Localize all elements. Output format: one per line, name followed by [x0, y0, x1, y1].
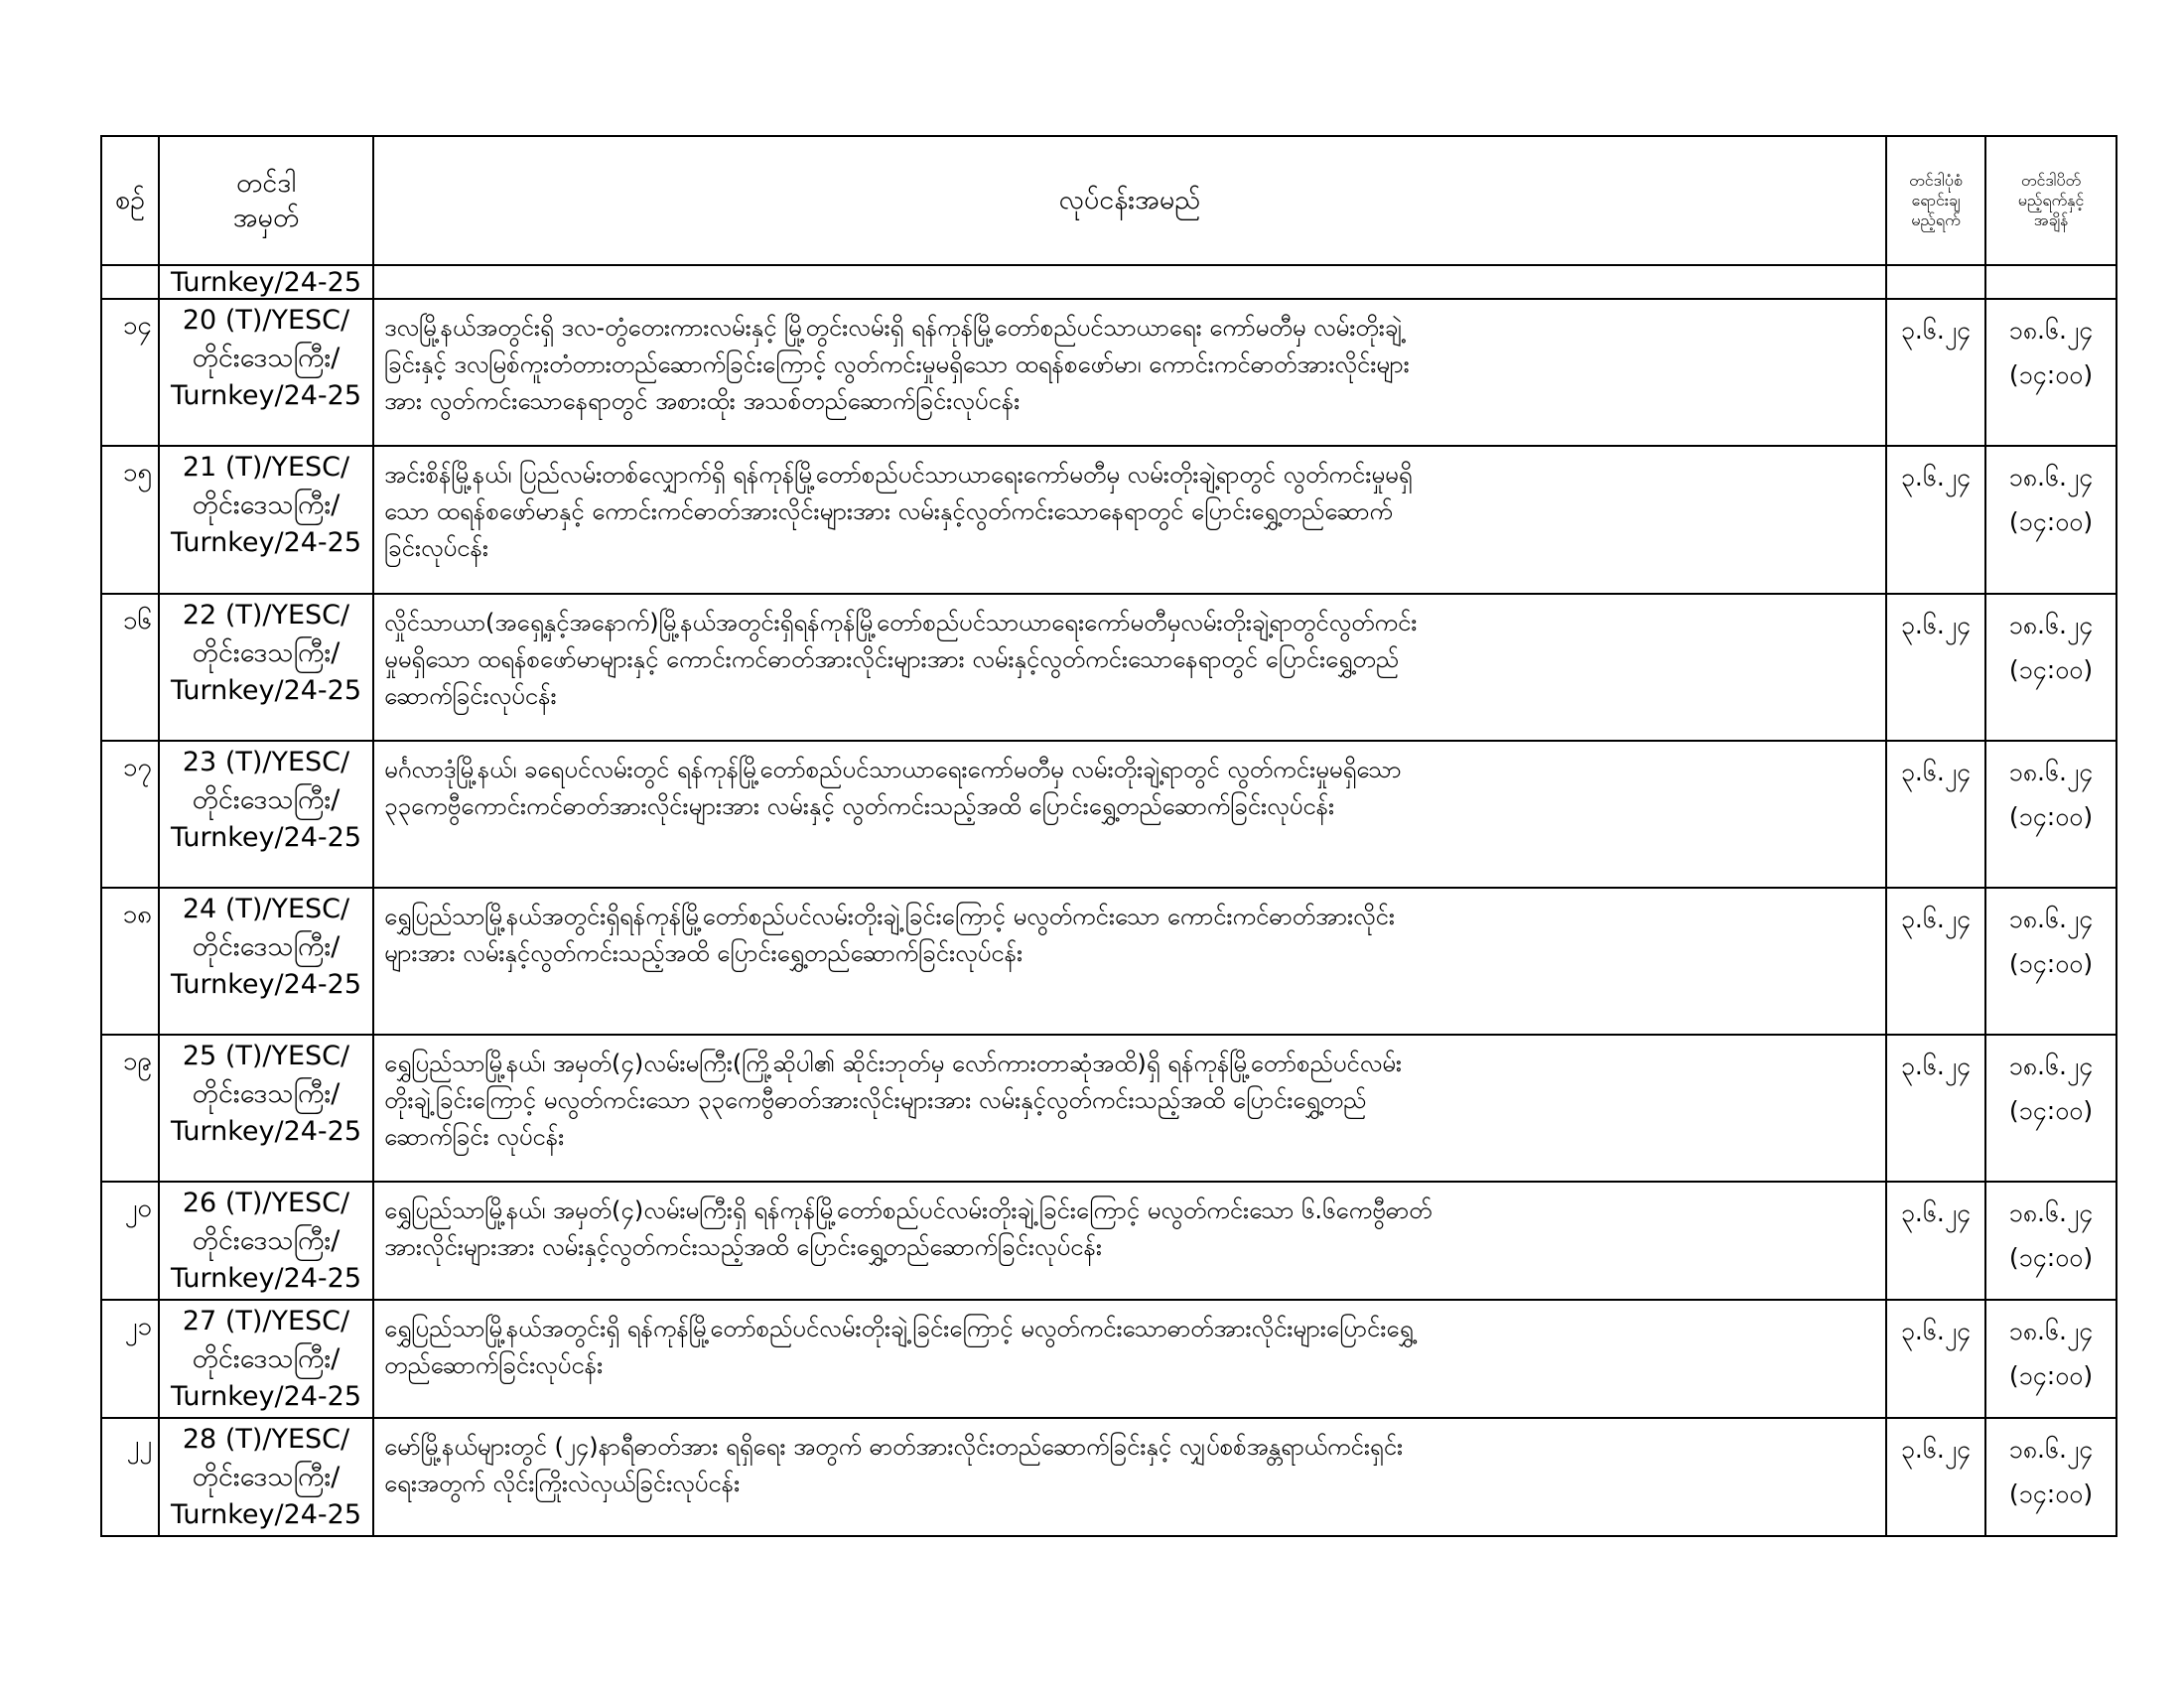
work-name-line: တိုးချဲ့ခြင်းကြောင့် မလွတ်ကင်းသော ၃၃ကေဗွီဓာတ်အားလိုင်းများအား လမ်းနှင့်လွတ်ကင်းသည့်အထိ ပြောင်းရွှေ့တည်: [384, 1085, 1367, 1114]
tender-number-line: Turnkey/24-25: [170, 1263, 362, 1295]
close-time: (၁၄:၀၀): [2008, 1478, 2094, 1508]
tender-number-line: တိုင်းဒေသကြီး/: [192, 784, 341, 816]
tender-number-line: Turnkey/24-25: [170, 822, 362, 854]
table-row: [101, 1035, 2116, 1182]
tender-number-line: 25 (T)/YESC/: [182, 1040, 350, 1071]
row-number: ၁၅: [101, 446, 159, 594]
tender-number-line: Turnkey/24-25: [170, 1116, 362, 1148]
work-name-line: ဆောက်ခြင်း လုပ်ငန်း: [384, 1123, 565, 1152]
close-date: ၁၈.၆.၂၄: [2008, 1434, 2094, 1464]
continuation-work: [373, 265, 1886, 299]
continuation-sale: [1886, 265, 1985, 299]
work-name-line: ရွှေပြည်သာမြို့နယ်၊ အမှတ်(၄)လမ်းမကြီးရှိ ရန်ကုန်မြို့တော်စည်ပင်လမ်းတိုးချဲ့ခြင်းကြောင့် မလွတ်ကင်းသော ၆.၆ကေဗွီဓာတ်: [384, 1196, 1433, 1224]
header-tender-line: အမှတ်: [232, 203, 300, 233]
table-row: [101, 1418, 2116, 1536]
continuation-row: [101, 265, 2116, 299]
row-number: ၁၄: [101, 299, 159, 446]
close-date-time: [1985, 446, 2116, 594]
tender-number-line: 23 (T)/YESC/: [182, 746, 350, 777]
work-name-line: ၃၃ကေဗွီကောင်းကင်ဓာတ်အားလိုင်းများအား လမ်းနှင့် လွတ်ကင်းသည့်အထိ ပြောင်းရွှေ့တည်ဆောက်ခြင်းလုပ်ငန်း: [384, 791, 1335, 820]
work-name: [373, 1300, 1886, 1418]
sale-date: ၃.၆.၂၄: [1886, 299, 1985, 446]
close-date-time: [1985, 594, 2116, 741]
continuation-tender: Turnkey/24-25: [159, 265, 373, 299]
work-name-line: ရွှေပြည်သာမြို့နယ်အတွင်းရှိ ရန်ကုန်မြို့တော်စည်ပင်လမ်းတိုးချဲ့ခြင်းကြောင့် မလွတ်ကင်းသောဓာတ်အားလိုင်းများပြောင်းရွှေ့: [384, 1314, 1414, 1342]
tender-number: [159, 888, 373, 1035]
sale-date: ၃.၆.၂၄: [1886, 446, 1985, 594]
row-number: ၁၇: [101, 741, 159, 888]
sale-date: ၃.၆.၂၄: [1886, 594, 1985, 741]
header-sale-line: မည့်ရက်: [1911, 211, 1961, 229]
tender-number-line: Turnkey/24-25: [170, 1499, 362, 1531]
header-close-line: မည့်ရက်နှင့်: [2017, 191, 2085, 210]
sale-date: ၃.၆.၂၄: [1886, 1035, 1985, 1182]
tender-number-line: 26 (T)/YESC/: [182, 1187, 350, 1218]
close-time: (၁၄:၀၀): [2008, 801, 2094, 831]
tender-number: [159, 1182, 373, 1300]
work-name: [373, 594, 1886, 741]
sale-date: ၃.၆.၂၄: [1886, 1418, 1985, 1536]
header-close-line: တင်ဒါပိတ်: [2020, 171, 2082, 190]
tender-number-line: 28 (T)/YESC/: [182, 1423, 350, 1455]
work-name-line: ရေးအတွက် လိုင်းကြိုးလဲလှယ်ခြင်းလုပ်ငန်း: [384, 1469, 741, 1497]
close-date: ၁၈.၆.၂၄: [2008, 904, 2094, 933]
close-time: (၁၄:၀၀): [2008, 1095, 2094, 1125]
work-name-line: မှုမရှိသော ထရန်စဖော်မာများနှင့် ကောင်းကင်ဓာတ်အားလိုင်းများအား လမ်းနှင့်လွတ်ကင်းသောနေရာတွင် ပြောင်းရွှေ့တည်: [384, 644, 1399, 673]
tender-number-line: တိုင်းဒေသကြီး/: [192, 490, 341, 521]
tender-number-line: Turnkey/24-25: [170, 380, 362, 412]
header-close-date: [1985, 136, 2116, 265]
tender-number-line: တိုင်းဒေသကြီး/: [192, 1461, 341, 1492]
work-name-line: အား လွတ်ကင်းသောနေရာတွင် အစားထိုး အသစ်တည်ဆောက်ခြင်းလုပ်ငန်း: [384, 387, 1021, 416]
row-number: ၂၀: [101, 1182, 159, 1300]
tender-number-line: 22 (T)/YESC/: [182, 599, 350, 631]
close-time: (၁၄:၀၀): [2008, 506, 2094, 536]
header-sale-date: [1886, 136, 1985, 265]
work-name-line: များအား လမ်းနှင့်လွတ်ကင်းသည့်အထိ ပြောင်းရွှေ့တည်ဆောက်ခြင်းလုပ်ငန်း: [384, 938, 1024, 967]
work-name-line: ရွှေပြည်သာမြို့နယ်၊ အမှတ်(၄)လမ်းမကြီး(ကြို့ဆိုပါ၏ ဆိုင်းဘုတ်မှ လော်ကားတာဆုံအထိ)ရှိ ရန်ကုန်မြို့တော်စည်ပင်လမ်း: [384, 1049, 1402, 1077]
tender-number: [159, 594, 373, 741]
close-date-time: [1985, 1035, 2116, 1182]
close-date: ၁၈.၆.၂၄: [2008, 462, 2094, 492]
tender-number-line: Turnkey/24-25: [170, 527, 362, 559]
row-number: ၁၈: [101, 888, 159, 1035]
header-close-line: အချိန်: [2033, 211, 2069, 229]
table-row: [101, 888, 2116, 1035]
work-name-line: ရွှေပြည်သာမြို့နယ်အတွင်းရှိရန်ကုန်မြို့တော်စည်ပင်လမ်းတိုးချဲ့ခြင်းကြောင့် မလွတ်ကင်းသော ကောင်းကင်ဓာတ်အားလိုင်း: [384, 902, 1395, 930]
close-date-time: [1985, 1418, 2116, 1536]
header-tender-no: [159, 136, 373, 265]
work-name: [373, 1182, 1886, 1300]
table-row: [101, 1300, 2116, 1418]
work-name-line: ဆောက်ခြင်းလုပ်ငန်း: [384, 682, 557, 711]
work-name: [373, 1418, 1886, 1536]
row-number: ၂၂: [101, 1418, 159, 1536]
tender-number: [159, 446, 373, 594]
work-name: [373, 741, 1886, 888]
row-number: ၁၉: [101, 1035, 159, 1182]
sale-date: ၃.၆.၂၄: [1886, 741, 1985, 888]
table-row: [101, 446, 2116, 594]
table-row: [101, 594, 2116, 741]
close-date: ၁၈.၆.၂၄: [2008, 1051, 2094, 1080]
close-date: ၁၈.၆.၂၄: [2008, 1197, 2094, 1227]
tender-number: [159, 741, 373, 888]
tender-number-line: Turnkey/24-25: [170, 675, 362, 707]
continuation-no: [101, 265, 159, 299]
header-work-name: လုပ်ငန်းအမည်: [373, 136, 1886, 265]
tender-number-line: 24 (T)/YESC/: [182, 893, 350, 924]
tender-number-line: တိုင်းဒေသကြီး/: [192, 931, 341, 963]
close-date: ၁၈.၆.၂၄: [2008, 610, 2094, 639]
table-row: [101, 741, 2116, 888]
close-time: (၁၄:၀၀): [2008, 948, 2094, 978]
work-name-line: အားလိုင်းများအား လမ်းနှင့်လွတ်ကင်းသည့်အထိ ပြောင်းရွှေ့တည်ဆောက်ခြင်းလုပ်ငန်း: [384, 1232, 1102, 1261]
close-date-time: [1985, 741, 2116, 888]
tender-number-line: တိုင်းဒေသကြီး/: [192, 1343, 341, 1374]
work-name: [373, 888, 1886, 1035]
tender-number-line: တိုင်းဒေသကြီး/: [192, 343, 341, 374]
work-name-line: တည်ဆောက်ခြင်းလုပ်ငန်း: [384, 1350, 604, 1379]
tender-number: [159, 1418, 373, 1536]
work-name: [373, 299, 1886, 446]
work-name-line: သော ထရန်စဖော်မာနှင့် ကောင်းကင်ဓာတ်အားလိုင်းများအား လမ်းနှင့်လွတ်ကင်းသောနေရာတွင် ပြောင်းရွှေ့တည်ဆောက်: [384, 496, 1393, 525]
tender-number: [159, 1035, 373, 1182]
tender-number-line: Turnkey/24-25: [170, 969, 362, 1001]
tender-number: [159, 299, 373, 446]
tender-number: [159, 1300, 373, 1418]
work-name-line: ခြင်းလုပ်ငန်း: [384, 534, 488, 563]
sale-date: ၃.၆.၂၄: [1886, 1182, 1985, 1300]
close-date: ၁၈.၆.၂၄: [2008, 1316, 2094, 1345]
sale-date: ၃.၆.၂၄: [1886, 1300, 1985, 1418]
table-row: [101, 299, 2116, 446]
work-name-line: အင်းစိန်မြို့နယ်၊ ပြည်လမ်းတစ်လျှောက်ရှိ ရန်ကုန်မြို့တော်စည်ပင်သာယာရေးကော်မတီမှ လမ်းတိုးချဲ့ရာတွင် လွတ်ကင်းမှုမရှိ: [384, 460, 1413, 489]
table-row: [101, 1182, 2116, 1300]
tender-number-line: တိုင်းဒေသကြီး/: [192, 637, 341, 669]
tender-number-line: တိုင်းဒေသကြီး/: [192, 1225, 341, 1257]
close-date-time: [1985, 299, 2116, 446]
close-date-time: [1985, 1182, 2116, 1300]
close-date-time: [1985, 888, 2116, 1035]
close-time: (၁၄:၀၀): [2008, 1242, 2094, 1272]
work-name-line: မင်္ဂလာဒုံမြို့နယ်၊ ခရေပင်လမ်းတွင် ရန်ကုန်မြို့တော်စည်ပင်သာယာရေးကော်မတီမှ လမ်းတိုးချဲ့ရာတွင် လွတ်ကင်းမှုမရှိသော: [384, 755, 1402, 783]
close-time: (၁၄:၀၀): [2008, 359, 2094, 389]
close-date-time: [1985, 1300, 2116, 1418]
continuation-close: [1985, 265, 2116, 299]
header-sale-line: တင်ဒါပုံစံ: [1909, 171, 1963, 190]
sale-date: ၃.၆.၂၄: [1886, 888, 1985, 1035]
tender-number-line: တိုင်းဒေသကြီး/: [192, 1078, 341, 1110]
tender-number-line: 27 (T)/YESC/: [182, 1305, 350, 1336]
header-no: စဉ်: [101, 136, 159, 265]
work-name-line: ဒလမြို့နယ်အတွင်းရှိ ဒလ-တွံတေးကားလမ်းနှင့် မြို့တွင်းလမ်းရှိ ရန်ကုန်မြို့တော်စည်ပင်သာယာရေး ကော်မတီမှ လမ်းတိုးချဲ့: [384, 313, 1403, 342]
work-name-line: မော်မြို့နယ်များတွင် (၂၄)နာရီဓာတ်အား ရရှိရေး အတွက် ဓာတ်အားလိုင်းတည်ဆောက်ခြင်းနှင့် လျှပ်စစ်အန္တရာယ်ကင်းရှင်း: [384, 1432, 1404, 1461]
close-date: ၁၈.၆.၂၄: [2008, 757, 2094, 786]
close-time: (၁၄:၀၀): [2008, 1360, 2094, 1390]
close-time: (၁၄:၀၀): [2008, 654, 2094, 684]
tender-number-line: 20 (T)/YESC/: [182, 304, 350, 336]
close-date: ၁၈.၆.၂၄: [2008, 315, 2094, 345]
header-sale-line: ရောင်းချ: [1911, 191, 1961, 210]
row-number: ၁၆: [101, 594, 159, 741]
work-name: [373, 1035, 1886, 1182]
header-tender-line: တင်ဒါ: [235, 167, 296, 199]
header-row: [101, 136, 2116, 265]
tender-table: [100, 135, 2117, 1537]
work-name: [373, 446, 1886, 594]
tender-number-line: Turnkey/24-25: [170, 1381, 362, 1413]
row-number: ၂၁: [101, 1300, 159, 1418]
work-name-line: လှိုင်သာယာ(အရှေ့နှင့်အနောက်)မြို့နယ်အတွင်းရှိရန်ကုန်မြို့တော်စည်ပင်သာယာရေးကော်မတီမှလမ်းတိုးချဲ့ရာတွင်လွတ်ကင်း: [384, 608, 1418, 636]
tender-number-line: 21 (T)/YESC/: [182, 451, 350, 483]
work-name-line: ခြင်းနှင့် ဒလမြစ်ကူးတံတားတည်ဆောက်ခြင်းကြောင့် လွတ်ကင်းမှုမရှိသော ထရန်စဖော်မာ၊ ကောင်းကင်ဓာတ်အားလိုင်းများ: [384, 350, 1410, 378]
